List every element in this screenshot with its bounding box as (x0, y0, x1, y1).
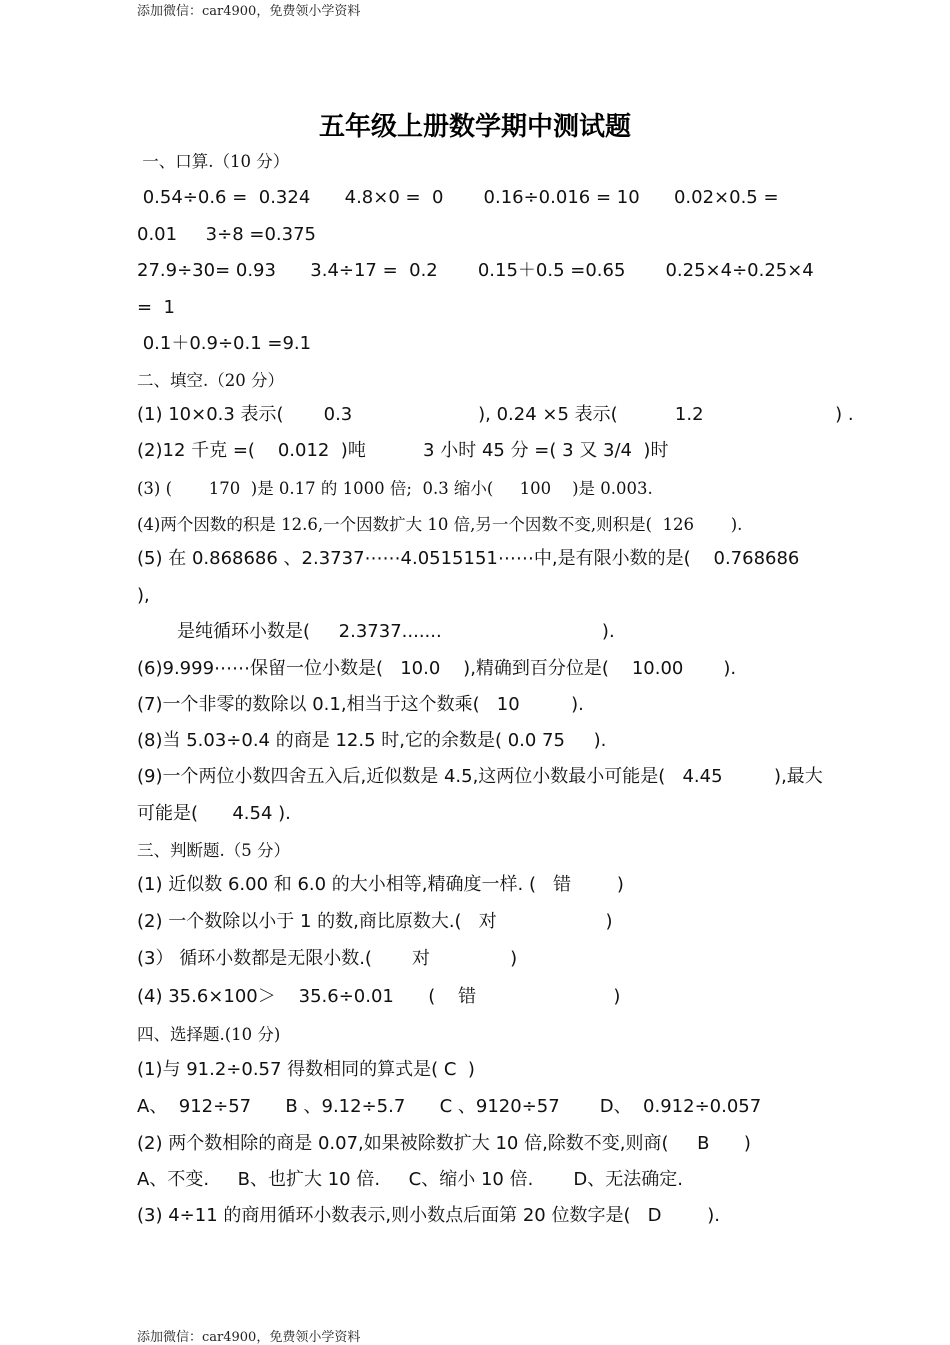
text-line: (7)一个非零的数除以 0.1,相当于这个数乘( 10 ). (137, 694, 584, 715)
text-line: 可能是( 4.54 ). (137, 803, 291, 824)
text-line: (4)两个因数的积是 12.6,一个因数扩大 10 倍,另一个因数不变,则积是( 126 ). (137, 515, 743, 534)
text-line: ), (137, 585, 150, 606)
text-line: (1) 10×0.3 表示( 0.3 ), 0.24 ×5 表示( 1.2 ) . (137, 404, 854, 425)
text-line: (8)当 5.03÷0.4 的商是 12.5 时,它的余数是( 0.0 75 ). (137, 730, 607, 751)
text-line: (3) ( 170 )是 0.17 的 1000 倍; 0.3 缩小( 100 )是 0.003. (137, 479, 653, 498)
text-line: (3) 4÷11 的商用循环小数表示,则小数点后面第 20 位数字是( D ). (137, 1205, 721, 1226)
text-line: (2) 两个数相除的商是 0.07,如果被除数扩大 10 倍,除数不变,则商( B ) (137, 1133, 751, 1154)
text-line: 27.9÷30= 0.93 3.4÷17 = 0.2 0.15＋0.5 =0.65 0.25×4÷0.25×4 (137, 260, 814, 281)
text-line: (5) 在 0.868686 、2.3737⋯⋯4.0515151⋯⋯中,是有限小数的是( 0.768686 (137, 548, 800, 569)
text-line: (2) 一个数除以小于 1 的数,商比原数大.( 对 ) (137, 911, 613, 932)
text-line: (4) 35.6×100＞ 35.6÷0.01 ( 错 ) (137, 986, 621, 1007)
text-line: 0.1＋0.9÷0.1 =9.1 (137, 333, 312, 354)
text-line: (1) 近似数 6.00 和 6.0 的大小相等,精确度一样. ( 错 ) (137, 874, 624, 895)
page-footer-watermark: 添加微信：car4900，免费领小学资料 (137, 1330, 361, 1345)
text-line: A、 912÷57 B 、9.12÷5.7 C 、9120÷57 D、 0.912÷0.057 (137, 1096, 762, 1117)
section-heading-judgment: 三、判断题.（5 分） (137, 841, 290, 860)
text-line: = 1 (137, 297, 175, 318)
text-line: 0.54÷0.6 = 0.324 4.8×0 = 0 0.16÷0.016 = 10 0.02×0.5 = (137, 187, 779, 208)
text-line: (3） 循环小数都是无限小数.( 对 ) (137, 948, 518, 969)
text-line: (2)12 千克 =( 0.012 )吨 3 小时 45 分 =( 3 又 3/4 )时 (137, 440, 669, 461)
text-line: (9)一个两位小数四舍五入后,近似数是 4.5,这两位小数最小可能是( 4.45 ),最大 (137, 766, 823, 787)
text-line: (6)9.999⋯⋯保留一位小数是( 10.0 ),精确到百分位是( 10.00 ). (137, 658, 737, 679)
page-title: 五年级上册数学期中测试题 (318, 112, 631, 142)
text-line: (1)与 91.2÷0.57 得数相同的算式是( C ) (137, 1059, 475, 1080)
text-line: 0.01 3÷8 =0.375 (137, 224, 317, 245)
page-header-watermark: 添加微信：car4900，免费领小学资料 (137, 4, 361, 19)
text-line: 是纯循环小数是( 2.3737....... ). (137, 621, 615, 642)
section-heading-fill-in: 二、填空.（20 分） (137, 371, 284, 390)
section-heading-oral: 一、口算.（10 分） (137, 152, 290, 171)
text-line: A、不变. B、也扩大 10 倍. C、缩小 10 倍. D、无法确定. (137, 1169, 683, 1190)
section-heading-choice: 四、选择题.(10 分) (137, 1025, 281, 1044)
